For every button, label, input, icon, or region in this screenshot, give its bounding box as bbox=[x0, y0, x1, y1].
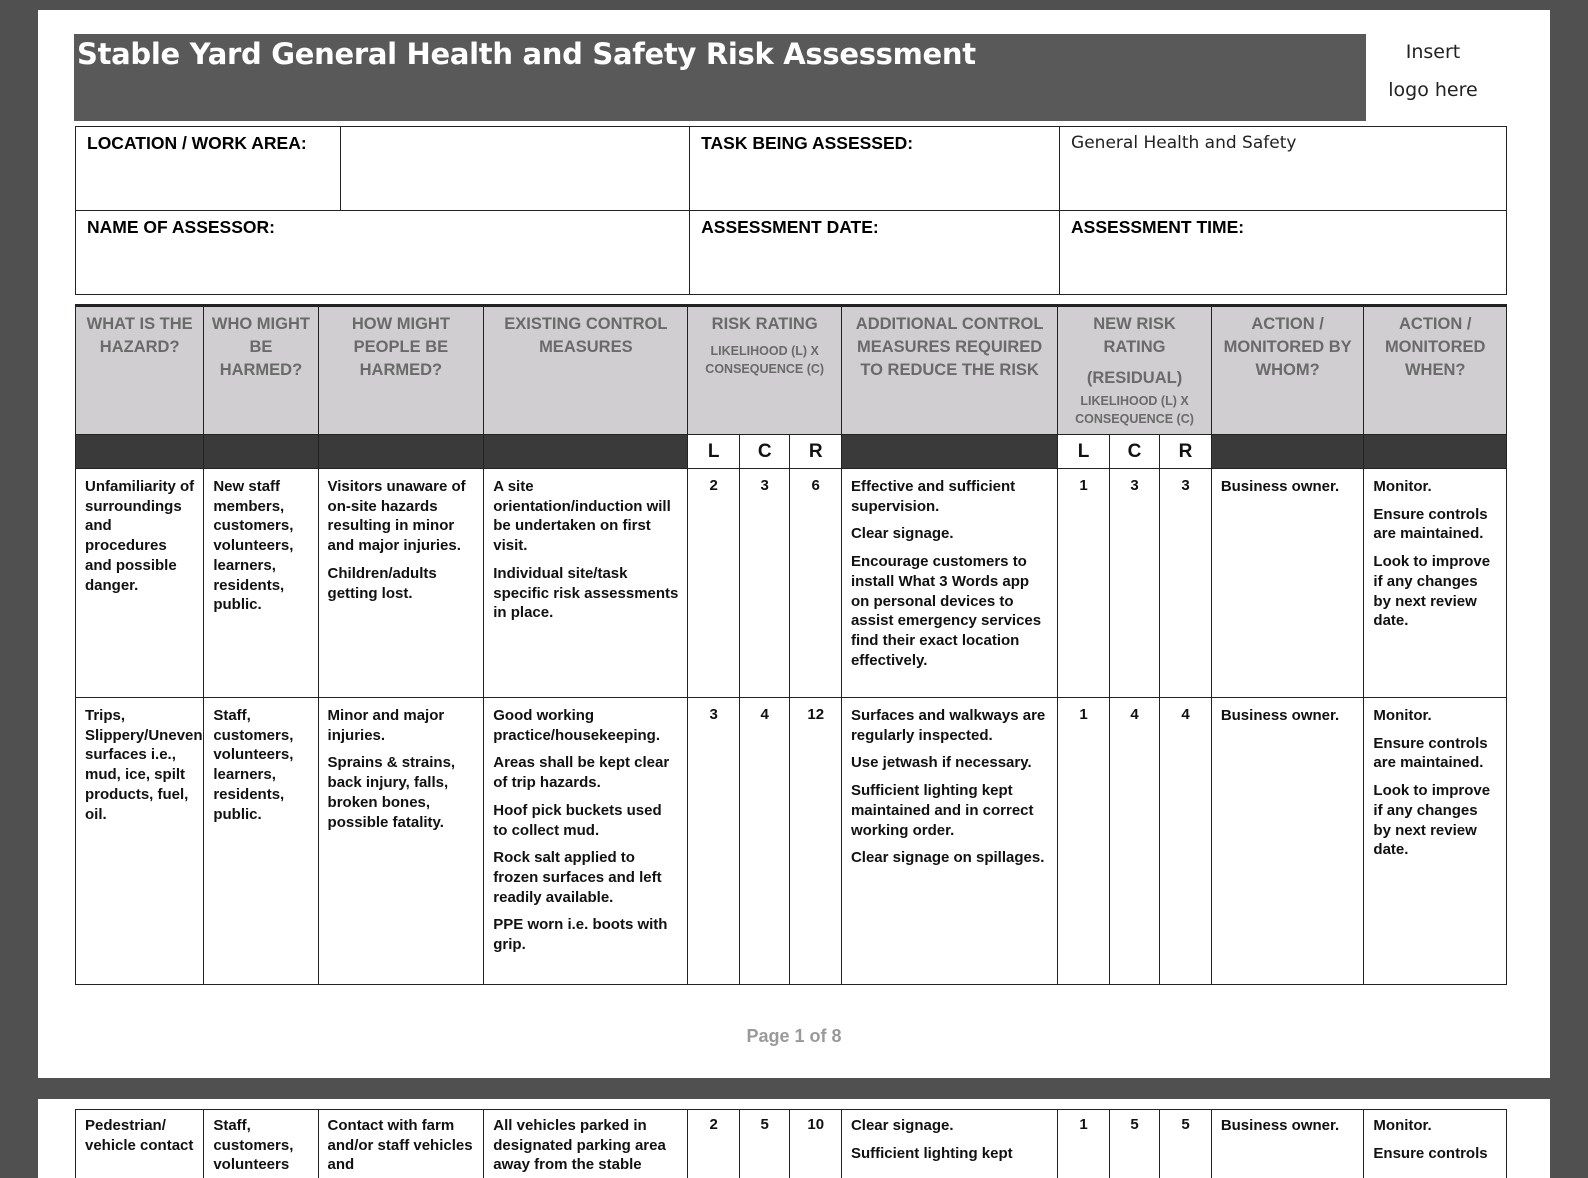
action-whom-cell: Business owner. bbox=[1211, 1110, 1364, 1178]
new-likelihood-value: 1 bbox=[1058, 469, 1110, 698]
new-consequence-header: C bbox=[1109, 435, 1160, 469]
hazard-cell: Pedestrian/ vehicle contact bbox=[76, 1110, 204, 1178]
dark-cell bbox=[318, 435, 484, 469]
new-consequence-value: 4 bbox=[1109, 698, 1160, 985]
when-item: Monitor. bbox=[1373, 707, 1432, 724]
existing-item: Areas shall be kept clear of trip hazards. bbox=[493, 754, 670, 792]
hazard-cell: Unfamiliarity of surroundings and procedures and possible danger. bbox=[76, 469, 204, 698]
additional-controls-cell bbox=[841, 1110, 1057, 1178]
new-consequence-value: 5 bbox=[1109, 1110, 1160, 1178]
action-when-cell bbox=[1364, 1110, 1507, 1178]
rating-value: 10 bbox=[790, 1110, 842, 1178]
risk-rating-subtitle: LIKELIHOOD (L) X CONSEQUENCE (C) bbox=[705, 344, 825, 376]
document-page-1 bbox=[38, 10, 1550, 1078]
header-existing-controls: EXISTING CONTROL MEASURES bbox=[484, 306, 688, 435]
header-action-whom: ACTION / MONITORED BY WHOM? bbox=[1211, 306, 1364, 435]
when-item: Look to improve if any changes by next review date. bbox=[1373, 553, 1491, 630]
consequence-value: 5 bbox=[739, 1110, 790, 1178]
page-number: Page 1 of 8 bbox=[746, 1026, 842, 1046]
additional-controls-cell bbox=[841, 698, 1057, 985]
additional-item: Encourage customers to install What 3 Words app on personal devices to assist emergency services find their exact location effectively. bbox=[850, 553, 1042, 669]
likelihood-value: 3 bbox=[688, 698, 740, 985]
existing-item: Individual site/task specific risk assessments in place. bbox=[493, 564, 679, 622]
header-how: HOW MIGHT PEOPLE BE HARMED? bbox=[318, 306, 484, 435]
action-whom-cell: Business owner. bbox=[1211, 469, 1364, 698]
header-hazard: WHAT IS THE HAZARD? bbox=[76, 306, 204, 435]
who-cell: Staff, customers, volunteers bbox=[204, 1110, 318, 1178]
location-label: LOCATION / WORK AREA: bbox=[76, 127, 341, 211]
logo-line-1: Insert bbox=[1405, 41, 1461, 63]
title-banner bbox=[74, 34, 1366, 121]
likelihood-header: L bbox=[688, 435, 740, 469]
rating-value: 12 bbox=[790, 698, 842, 985]
document-page-2 bbox=[38, 1099, 1550, 1178]
additional-item: Clear signage. bbox=[850, 1117, 954, 1134]
additional-item: Effective and sufficient supervision. bbox=[850, 478, 1016, 515]
how-item: Children/adults getting lost. bbox=[327, 564, 437, 602]
risk-assessment-table bbox=[75, 304, 1507, 985]
likelihood-value: 2 bbox=[688, 469, 740, 698]
additional-controls-cell bbox=[841, 469, 1057, 698]
dark-cell bbox=[76, 435, 204, 469]
existing-controls-cell bbox=[484, 698, 688, 985]
document-title: Stable Yard General Health and Safety Risk Assessment bbox=[77, 37, 976, 71]
lcr-header-row bbox=[76, 435, 1507, 469]
assessment-info-table bbox=[75, 126, 1507, 295]
when-item: Ensure controls are maintained. bbox=[1373, 505, 1488, 543]
rating-value: 6 bbox=[790, 469, 842, 698]
dark-cell bbox=[204, 435, 318, 469]
existing-item: PPE worn i.e. boots with grip. bbox=[493, 916, 668, 954]
existing-item: Hoof pick buckets used to collect mud. bbox=[493, 801, 662, 839]
header-additional-controls: ADDITIONAL CONTROL MEASURES REQUIRED TO REDUCE THE RISK bbox=[841, 306, 1057, 435]
risk-rating-title: RISK RATING bbox=[711, 315, 818, 333]
how-cell bbox=[318, 698, 484, 985]
risk-assessment-table-continued bbox=[75, 1109, 1507, 1178]
how-cell bbox=[318, 469, 484, 698]
task-label: TASK BEING ASSESSED: bbox=[690, 127, 1060, 211]
new-consequence-value: 3 bbox=[1109, 469, 1160, 698]
existing-controls-cell: All vehicles parked in designated parking area away from the stable bbox=[484, 1110, 688, 1178]
header-risk-rating bbox=[688, 306, 842, 435]
action-when-cell bbox=[1364, 698, 1507, 985]
logo-line-2: logo here bbox=[1388, 79, 1478, 101]
rating-header: R bbox=[790, 435, 842, 469]
header-action-when: ACTION / MONITORED WHEN? bbox=[1364, 306, 1507, 435]
when-item: Ensure controls are maintained. bbox=[1373, 734, 1488, 772]
likelihood-value: 2 bbox=[688, 1110, 740, 1178]
new-rating-value: 3 bbox=[1160, 469, 1212, 698]
existing-item: Good working practice/housekeeping. bbox=[493, 707, 660, 744]
consequence-value: 3 bbox=[739, 469, 790, 698]
new-likelihood-header: L bbox=[1058, 435, 1110, 469]
dark-cell bbox=[841, 435, 1057, 469]
when-item: Look to improve if any changes by next review date. bbox=[1373, 782, 1491, 859]
residual-label: (RESIDUAL) bbox=[1086, 369, 1183, 387]
dark-cell bbox=[1211, 435, 1364, 469]
when-item: Ensure controls bbox=[1373, 1144, 1488, 1162]
additional-item: Clear signage on spillages. bbox=[850, 849, 1045, 867]
task-value[interactable]: General Health and Safety bbox=[1060, 127, 1507, 211]
assessor-label: NAME OF ASSESSOR: bbox=[76, 211, 690, 295]
existing-controls-cell bbox=[484, 469, 688, 698]
new-rating-value: 4 bbox=[1160, 698, 1212, 985]
header-who: WHO MIGHT BE HARMED? bbox=[204, 306, 318, 435]
additional-item: Surfaces and walkways are regularly inspected. bbox=[850, 707, 1046, 744]
who-cell: New staff members, customers, volunteers, learners, residents, public. bbox=[204, 469, 318, 698]
existing-item: A site orientation/induction will be undertaken on first visit. bbox=[493, 478, 671, 555]
additional-item: Sufficient lighting kept maintained and in correct working order. bbox=[850, 782, 1034, 839]
logo-placeholder bbox=[1373, 33, 1493, 109]
how-item: Sprains & strains, back injury, falls, broken bones, possible fatality. bbox=[327, 754, 456, 831]
existing-item: Rock salt applied to frozen surfaces and left readily available. bbox=[493, 849, 662, 906]
when-item: Monitor. bbox=[1373, 478, 1432, 495]
new-rating-value: 5 bbox=[1160, 1110, 1212, 1178]
date-label: ASSESSMENT DATE: bbox=[690, 211, 1060, 295]
action-when-cell bbox=[1364, 469, 1507, 698]
time-label: ASSESSMENT TIME: bbox=[1060, 211, 1507, 295]
new-rating-header: R bbox=[1160, 435, 1212, 469]
table-row bbox=[76, 1110, 1507, 1178]
consequence-value: 4 bbox=[739, 698, 790, 985]
how-cell: Contact with farm and/or staff vehicles and bbox=[318, 1110, 484, 1178]
new-likelihood-value: 1 bbox=[1058, 1110, 1110, 1178]
header-new-risk-rating bbox=[1058, 306, 1212, 435]
dark-cell bbox=[484, 435, 688, 469]
how-item: Visitors unaware of on-site hazards resulting in minor and major injuries. bbox=[327, 478, 466, 555]
new-risk-title: NEW RISK RATING bbox=[1093, 315, 1176, 356]
dark-cell bbox=[1364, 435, 1507, 469]
additional-item: Use jetwash if necessary. bbox=[850, 754, 1032, 772]
how-item: Minor and major injuries. bbox=[327, 707, 445, 744]
location-value[interactable] bbox=[340, 127, 690, 211]
new-risk-subtitle: LIKELIHOOD (L) X CONSEQUENCE (C) bbox=[1075, 394, 1194, 426]
who-cell: Staff, customers, volunteers, learners, residents, public. bbox=[204, 698, 318, 985]
table-row bbox=[76, 469, 1507, 698]
new-likelihood-value: 1 bbox=[1058, 698, 1110, 985]
additional-item: Sufficient lighting kept bbox=[850, 1144, 1013, 1162]
additional-item: Clear signage. bbox=[850, 525, 954, 543]
when-item: Monitor. bbox=[1373, 1117, 1432, 1134]
consequence-header: C bbox=[739, 435, 790, 469]
table-row bbox=[76, 698, 1507, 985]
action-whom-cell: Business owner. bbox=[1211, 698, 1364, 985]
hazard-cell: Trips, Slippery/Uneven surfaces i.e., mud, ice, spilt products, fuel, oil. bbox=[76, 698, 204, 985]
